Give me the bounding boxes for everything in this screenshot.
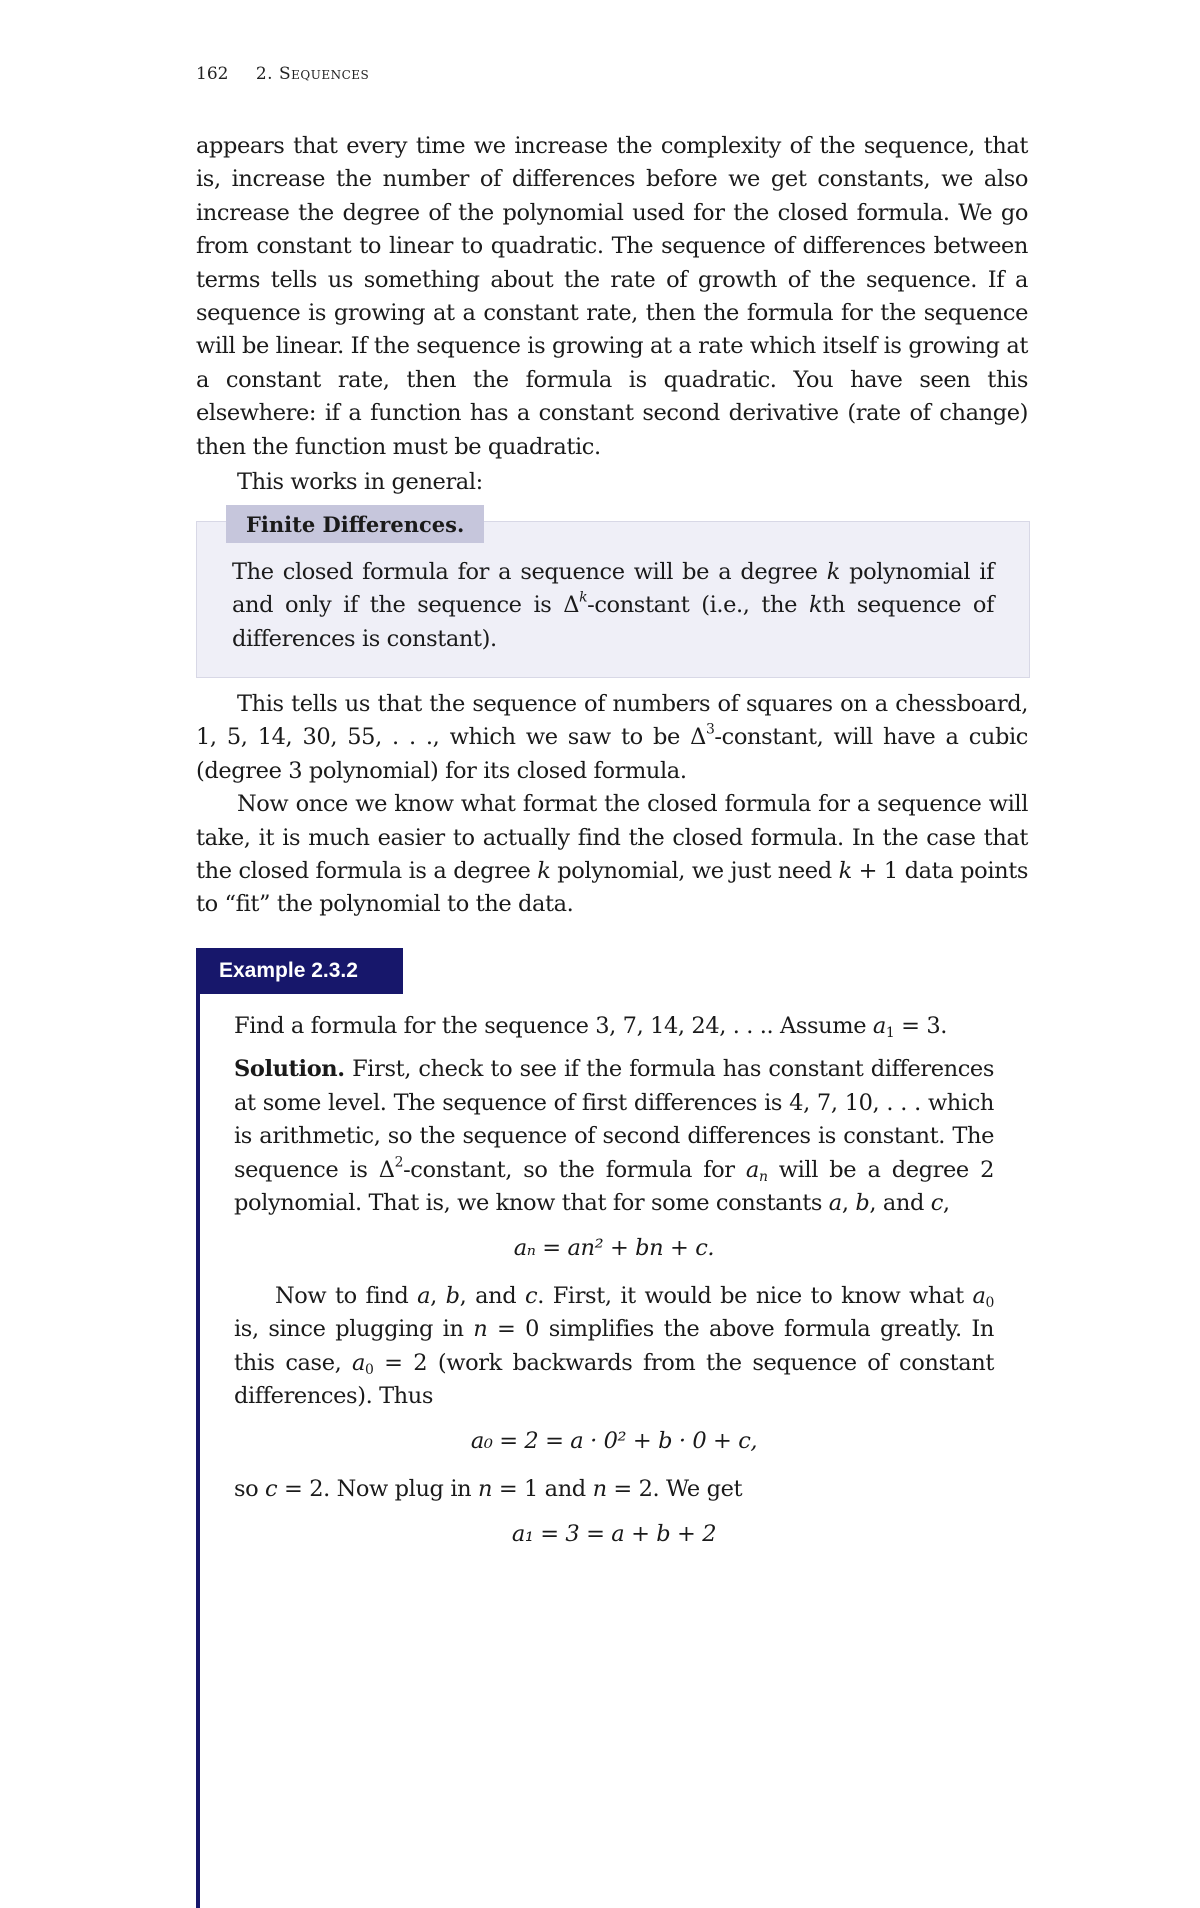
theorem-body: The closed formula for a sequence will be a degree k polynomial if and only if the sequence is $\Delta^k$-constant (i.e., the kth sequence of differences is constant). (232, 559, 994, 652)
theorem-title: Finite Differences. (226, 505, 484, 543)
example-paragraph-plug: so c = 2. Now plug in n = 1 and n = 2. We get (234, 1475, 743, 1502)
example-solution: Solution. First, check to see if the formula has constant differences at some level. The sequence of first differences is 4, 7, 10, . . . which is arithmetic, so the sequence of second differences is constant. The sequence is $\Delta^2$-constant, so the formula for $a_n$ will be a degree 2 polynomial. That is, we know that for some constants a, b, and c, (234, 1056, 995, 1217)
equation-general-form: aₙ = an² + bn + c. (513, 1235, 715, 1262)
chapter-title: 2. Sequences (255, 64, 370, 84)
format-paragraph: Now once we know what format the closed formula for a sequence will take, it is much easier to actually find the closed formula. In the case that the closed formula is a degree k polynomial, we just need k + 1 data points to “fit” the polynomial to the data. (196, 791, 1029, 918)
example-paragraph-a0: Now to find a, b, and c. First, it would be nice to know what $a_0$ is, since plugging in n = 0 simplifies the above formula greatly. In this case, $a_0 = 2$ (work backwards from the sequence of constant differences). Thus (234, 1282, 994, 1410)
body-paragraph-1: appears that every time we increase the complexity of the sequence, that is, increase the number of differences before we get constants, we also increase the degree of the polynomial used for the closed formula. We go from constant to linear to quadratic. The sequence of differences between terms tells us something about the rate of growth of the sequence. If a sequence is growing at a constant rate, then the formula for the sequence will be linear. If the sequence is growing at a rate which itself is growing at a constant rate, then the formula is quadratic. You have seen this elsewhere: if a function has a constant second derivative (rate of change) then the function must be quadratic. (196, 133, 1028, 460)
chessboard-paragraph: This tells us that the sequence of numbers of squares on a chessboard, 1, 5, 14, 30, 55, . . ., which we saw to be $\Delta^3$-constant, will have a cubic (degree 3 polynomial) for its closed formula. (196, 691, 1028, 784)
example-question: Find a formula for the sequence 3, 7, 14, 24, . . .. Assume $a_1 = 3$. (234, 1013, 947, 1042)
example-label: Example 2.3.2 (197, 948, 403, 994)
equation-a0: a₀ = 2 = a · 0² + b · 0 + c, (470, 1428, 758, 1455)
example-sidebar (196, 948, 200, 1908)
page-number: 162 (196, 64, 229, 84)
solution-label: Solution. (234, 1056, 345, 1083)
body-paragraph-3 (196, 688, 1028, 922)
equation-a1: a₁ = 3 = a + b + 2 (511, 1521, 717, 1548)
body-paragraph-2: This works in general: (237, 469, 483, 495)
example-body (234, 1010, 994, 1566)
running-header (196, 64, 369, 84)
